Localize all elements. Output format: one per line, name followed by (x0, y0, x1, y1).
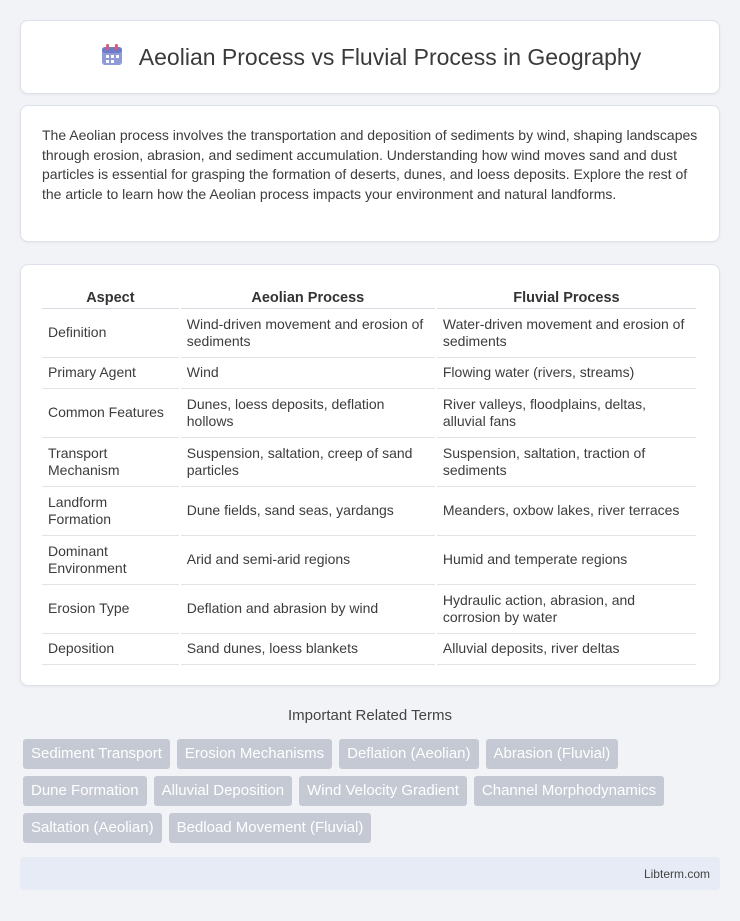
table-cell: Dune fields, sand seas, yardangs (181, 487, 435, 536)
column-header-aspect: Aspect (42, 285, 179, 309)
table-row (42, 634, 696, 665)
table-cell: Dominant Environment (42, 536, 179, 585)
table-cell: Wind-driven movement and erosion of sediments (181, 309, 435, 358)
table-cell: Common Features (42, 389, 179, 438)
table-cell: Water-driven movement and erosion of sediments (437, 309, 696, 358)
term-tag[interactable]: Alluvial Deposition (154, 776, 293, 806)
column-header-fluvial: Fluvial Process (437, 285, 696, 309)
term-tag[interactable]: Dune Formation (23, 776, 147, 806)
term-tag[interactable]: Sediment Transport (23, 739, 170, 769)
comparison-table (40, 285, 698, 665)
table-cell: Meanders, oxbow lakes, river terraces (437, 487, 696, 536)
footer (20, 857, 720, 890)
table-row (42, 585, 696, 634)
table-cell: Deposition (42, 634, 179, 665)
comparison-card (20, 264, 720, 686)
table-row (42, 389, 696, 438)
table-row (42, 438, 696, 487)
term-tag[interactable]: Channel Morphodynamics (474, 776, 664, 806)
table-cell: Definition (42, 309, 179, 358)
table-row (42, 309, 696, 358)
table-cell: Flowing water (rivers, streams) (437, 358, 696, 389)
intro-text: The Aeolian process involves the transportation and deposition of sediments by wind, shaping landscapes through erosion, abrasion, and sediment accumulation. Understanding how wind moves sand and dust particles is essential for grasping the formation of deserts, dunes, and loess deposits. Explore the rest of the article to learn how the Aeolian process impacts your environment and natural landforms. (42, 127, 698, 203)
table-cell: River valleys, floodplains, deltas, alluvial fans (437, 389, 696, 438)
related-terms-list (23, 739, 723, 843)
table-cell: Humid and temperate regions (437, 536, 696, 585)
table-cell: Deflation and abrasion by wind (181, 585, 435, 634)
term-tag[interactable]: Abrasion (Fluvial) (486, 739, 619, 769)
term-tag[interactable]: Bedload Movement (Fluvial) (169, 813, 372, 843)
table-row (42, 487, 696, 536)
table-cell: Dunes, loess deposits, deflation hollows (181, 389, 435, 438)
table-cell: Erosion Type (42, 585, 179, 634)
term-tag[interactable]: Wind Velocity Gradient (299, 776, 467, 806)
table-cell: Hydraulic action, abrasion, and corrosion by water (437, 585, 696, 634)
table-cell: Transport Mechanism (42, 438, 179, 487)
table-cell: Landform Formation (42, 487, 179, 536)
header-card (20, 20, 720, 94)
table-cell: Suspension, saltation, traction of sediments (437, 438, 696, 487)
footer-site-link[interactable]: Libterm.com (643, 866, 710, 881)
table-cell: Sand dunes, loess blankets (181, 634, 435, 665)
intro-card (20, 105, 720, 242)
calendar-icon (99, 42, 125, 73)
table-row (42, 536, 696, 585)
table-cell: Arid and semi-arid regions (181, 536, 435, 585)
term-tag[interactable]: Deflation (Aeolian) (339, 739, 478, 769)
table-cell: Alluvial deposits, river deltas (437, 634, 696, 665)
page-title: Aeolian Process vs Fluvial Process in Geography (138, 43, 642, 70)
table-cell: Suspension, saltation, creep of sand particles (181, 438, 435, 487)
term-tag[interactable]: Erosion Mechanisms (177, 739, 332, 769)
term-tag[interactable]: Saltation (Aeolian) (23, 813, 162, 843)
related-terms-title: Important Related Terms (288, 707, 452, 724)
table-cell: Primary Agent (42, 358, 179, 389)
table-row (42, 358, 696, 389)
column-header-aeolian: Aeolian Process (181, 285, 435, 309)
table-cell: Wind (181, 358, 435, 389)
